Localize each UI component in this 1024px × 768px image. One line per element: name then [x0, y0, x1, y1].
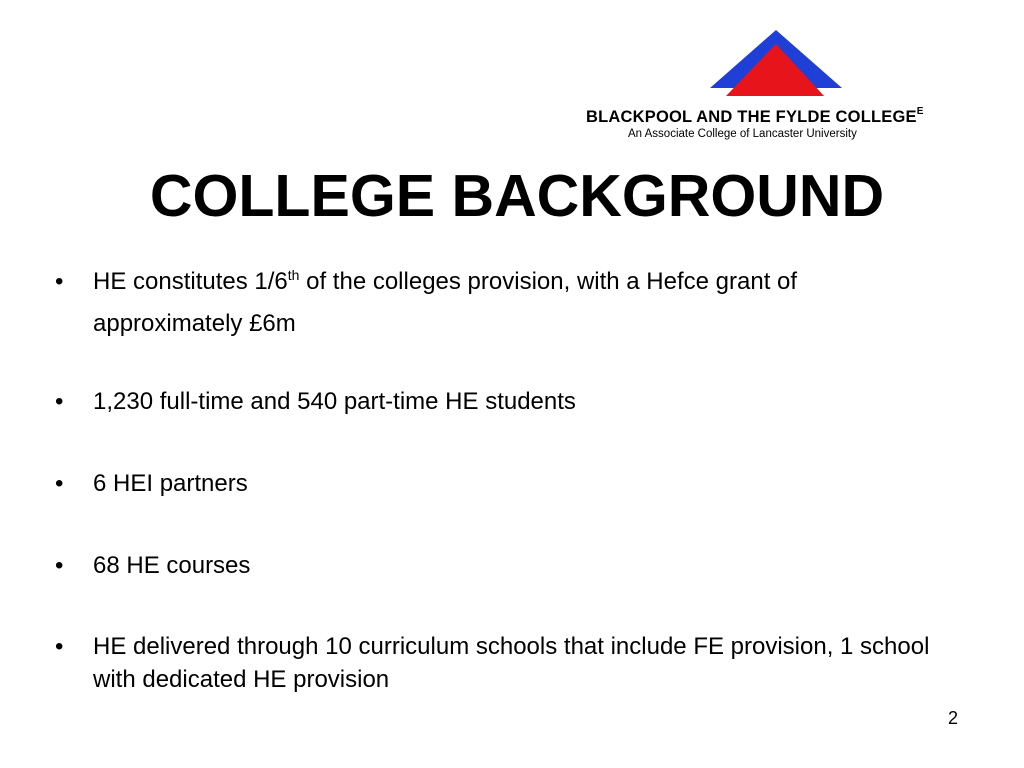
bullet-text-part: HE constitutes 1/6	[93, 268, 288, 295]
bullet-text	[93, 262, 953, 344]
bullet-text: 1,230 full-time and 540 part-time HE students	[93, 388, 576, 415]
logo-name-text: BLACKPOOL AND THE FYLDE COLLEGE	[586, 108, 917, 126]
logo-subtitle: An Associate College of Lancaster University	[628, 128, 857, 140]
bullet-marker: •	[55, 470, 64, 497]
page-number: 2	[948, 708, 959, 728]
bullet-text: HE delivered through 10 curriculum schools that include FE provision, 1 school with dedicated HE provision	[93, 633, 930, 693]
slide-title: COLLEGE BACKGROUND	[149, 163, 885, 229]
logo-name-superscript: E	[916, 106, 924, 117]
bullet-text: 68 HE courses	[93, 552, 251, 579]
bullet-marker: •	[55, 552, 64, 579]
bullet-superscript: th	[287, 267, 300, 283]
bullet-marker: •	[55, 633, 64, 660]
bullet-text-part: of the colleges provision, with a Hefce grant of approximately £6m	[93, 268, 798, 337]
bullet-text: 6 HEI partners	[93, 470, 248, 497]
bullet-marker: •	[55, 388, 64, 415]
bullet-marker: •	[55, 268, 64, 295]
